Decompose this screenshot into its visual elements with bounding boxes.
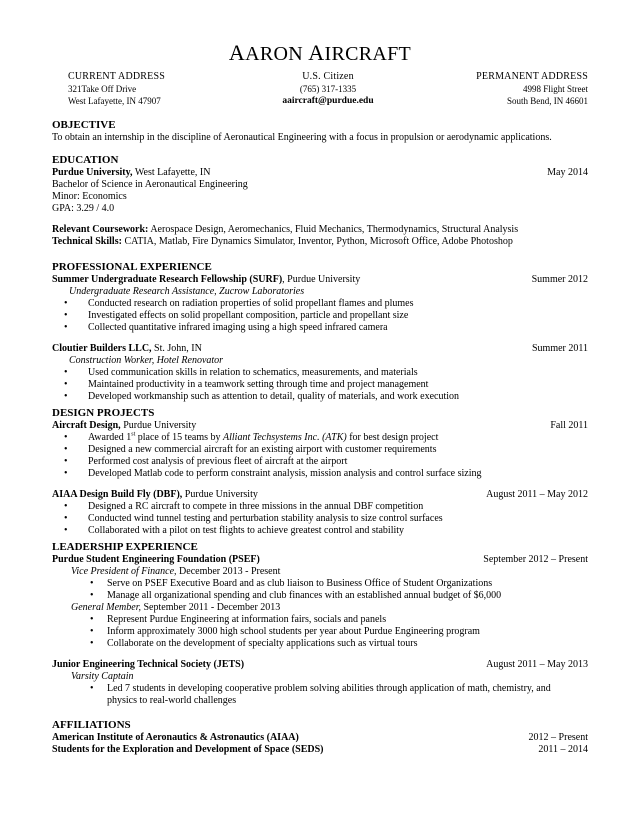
list-item: • Awarded 1st place of 15 teams by Alliant Techsystems Inc. (ATK) for best design project [52, 432, 588, 444]
org-jets-row: Junior Engineering Technical Society (JETS) August 2011 – May 2013 [52, 659, 588, 670]
job-surf-role: Undergraduate Research Assistance, Zucrow Laboratories [69, 286, 305, 297]
design-heading: DESIGN PROJECTS [52, 407, 155, 419]
email-link[interactable]: aaircraft@purdue.edu [282, 96, 374, 106]
current-address: CURRENT ADDRESS 321Take Off Drive West Lafayette, IN 47907 [68, 71, 166, 106]
list-item: • Represent Purdue Engineering at information fairs, socials and panels [52, 614, 588, 626]
list-item: • Developed workmanship such as attention to detail, quality of materials, and work execution [52, 391, 588, 403]
jets-role: Varsity Captain [71, 671, 134, 682]
project-dbf-bullets [52, 501, 588, 537]
list-item: • Performed cost analysis of previous fleet of aircraft at the airport [52, 456, 588, 468]
org-psef-row: Purdue Student Engineering Foundation (PSEF) September 2012 – Present [52, 554, 588, 565]
job-cloutier-bullets [52, 367, 588, 403]
objective-heading: OBJECTIVE [52, 119, 116, 131]
candidate-name: AARON AIRCRAFT [228, 40, 412, 65]
education-degree: Bachelor of Science in Aeronautical Engineering [52, 179, 248, 190]
permanent-address: PERMANENT ADDRESS 4998 Flight Street South Bend, IN 46601 [476, 71, 588, 106]
project-aircraft-bullets [52, 432, 588, 480]
objective-text: To obtain an internship in the discipline of Aeronautical Engineering with a focus in propulsion or aerodynamic applications. [52, 132, 552, 143]
list-item: • Conducted wind tunnel testing and perturbation stability analysis to size control surfaces [52, 513, 588, 525]
technical-skills: Technical Skills: CATIA, Matlab, Fire Dynamics Simulator, Inventor, Python, Microsoft Office, Adobe Photoshop [52, 236, 513, 247]
list-item: • Collected quantitative infrared imaging using a high speed infrared camera [52, 322, 588, 334]
list-item: • Serve on PSEF Executive Board and as club liaison to Business Office of Student Organizations [52, 578, 588, 590]
psef-vp-bullets [52, 578, 588, 602]
list-item: • Investigated effects on solid propellant composition, particle and propellant size [52, 310, 588, 322]
list-item: • Designed a new commercial aircraft for an existing airport with customer requirements [52, 444, 588, 456]
list-item: • Manage all organizational spending and club finances with an established annual budget of $6,000 [52, 590, 588, 602]
list-item: • Collaborate on the development of specialty applications such as virtual tours [52, 638, 588, 650]
education-heading: EDUCATION [52, 154, 119, 166]
job-surf-bullets [52, 298, 588, 334]
list-item: • Developed Matlab code to perform constraint analysis, mission analysis and control surface sizing [52, 468, 588, 480]
project-dbf-row: AIAA Design Build Fly (DBF), Purdue University August 2011 – May 2012 [52, 489, 588, 500]
list-item: • Inform approximately 3000 high school students per year about Purdue Engineering program [52, 626, 588, 638]
education-gpa: GPA: 3.29 / 4.0 [52, 203, 115, 214]
psef-role-vp: Vice President of Finance, December 2013 - Present [71, 566, 281, 577]
education-school-row: Purdue University, West Lafayette, IN May 2014 [52, 167, 588, 178]
contact-info: U.S. Citizen (765) 317-1335 aaircraft@purdue.edu [241, 71, 414, 107]
list-item: • Maintained productivity in a teamwork setting through time and project management [52, 379, 588, 391]
affiliations-heading: AFFILIATIONS [52, 719, 131, 731]
coursework: Relevant Coursework: Aerospace Design, Aeromechanics, Fluid Mechanics, Thermodynamics, Structural Analysis [52, 224, 519, 235]
contact-block [52, 71, 588, 107]
job-surf-row: Summer Undergraduate Research Fellowship (SURF), Purdue University Summer 2012 [52, 274, 588, 285]
list-item: • Used communication skills in relation to schematics, measurements, and materials [52, 367, 588, 379]
affiliation-seds: Students for the Exploration and Development of Space (SEDS) 2011 – 2014 [52, 744, 588, 755]
psef-member-bullets [52, 614, 588, 650]
project-aircraft-row: Aircraft Design, Purdue University Fall 2011 [52, 420, 588, 431]
professional-heading: PROFESSIONAL EXPERIENCE [52, 261, 212, 273]
list-item: • Collaborated with a pilot on test flights to achieve greatest control and stability [52, 525, 588, 537]
list-item: • Conducted research on radiation properties of solid propellant flames and plumes [52, 298, 588, 310]
education-minor: Minor: Economics [52, 191, 127, 202]
job-cloutier-role: Construction Worker, Hotel Renovator [69, 355, 224, 366]
list-item: • Led 7 students in developing cooperative problem solving abilities through application of math, chemistry, and physics to real-world challenges [52, 683, 588, 707]
list-item: • Designed a RC aircraft to compete in three missions in the annual DBF competition [52, 501, 588, 513]
affiliation-aiaa: American Institute of Aeronautics & Astronautics (AIAA) 2012 – Present [52, 732, 588, 743]
leadership-heading: LEADERSHIP EXPERIENCE [52, 541, 198, 553]
psef-role-member: General Member, September 2011 - December 2013 [71, 602, 281, 613]
jets-bullets [52, 683, 588, 707]
resume [52, 40, 588, 756]
education-date: May 2014 [547, 167, 588, 178]
job-cloutier-row: Cloutier Builders LLC, St. John, IN Summer 2011 [52, 343, 588, 354]
